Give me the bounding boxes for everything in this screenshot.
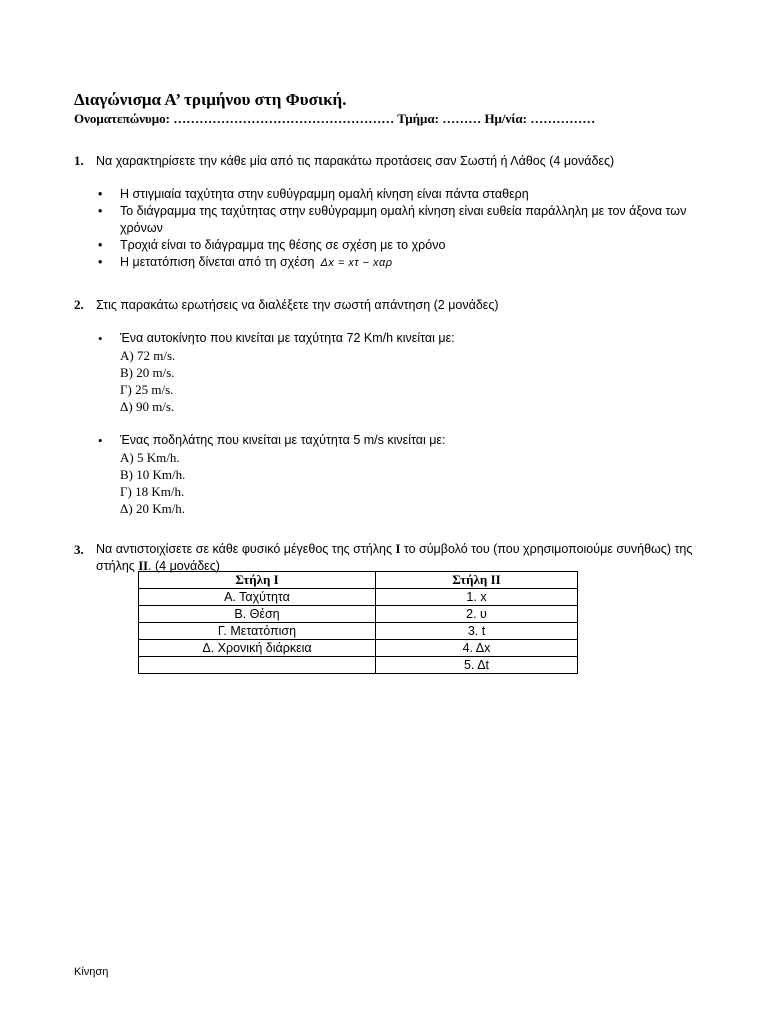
table-cell: 2. υ xyxy=(376,606,578,623)
bullet-icon: • xyxy=(98,204,103,218)
choice-option: Δ) 90 m/s. xyxy=(120,399,175,414)
choice-options xyxy=(120,449,694,517)
column-header: Στήλη ΙΙ xyxy=(376,572,578,589)
choice-option: Δ) 20 Km/h. xyxy=(120,501,186,516)
list-item xyxy=(96,432,694,517)
choice-option: Β) 10 Km/h. xyxy=(120,467,186,482)
choice-option: Α) 72 m/s. xyxy=(120,348,176,363)
table-cell: Δ. Χρονική διάρκεια xyxy=(139,640,376,657)
displacement-formula: Δx = xτ − xαρ xyxy=(320,257,393,269)
choice-options xyxy=(120,347,694,415)
list-item: • Η μετατόπιση δίνεται από τη σχέση Δx = xτ − xαρ xyxy=(98,255,393,269)
spacer xyxy=(96,415,694,432)
table-header-row xyxy=(139,572,578,589)
bullet-icon: • xyxy=(98,238,103,252)
question-number: 2. xyxy=(74,297,84,312)
table-cell: 5. Δt xyxy=(376,657,578,674)
document-title: Διαγώνισμα Α’ τριμήνου στη Φυσική. xyxy=(74,90,347,109)
bullet-icon: • xyxy=(98,187,103,201)
question-text: Να αντιστοιχίσετε σε κάθε φυσικό μέγεθος της στήλης Ι το σύμβολό του (που χρησιμοποιούμε συνήθως) της στήλης ΙΙ. (4 μονάδες) xyxy=(96,542,693,573)
table-cell: 4. Δx xyxy=(376,640,578,657)
choice-option: Γ) 25 m/s. xyxy=(120,382,174,397)
bullet-icon: • xyxy=(98,331,103,346)
question-2 xyxy=(74,296,694,314)
choice-question: Ένας ποδηλάτης που κινείται με ταχύτητα 5 m/s κινείται με: xyxy=(120,433,446,447)
question-number: 1. xyxy=(74,153,84,168)
table-row xyxy=(139,640,578,657)
multiple-choice-list xyxy=(96,330,694,517)
table-cell: Β. Θέση xyxy=(139,606,376,623)
choice-question: Ένα αυτοκίνητο που κινείται με ταχύτητα 72 Km/h κινείται με: xyxy=(120,331,455,345)
list-item: • Η στιγμιαία ταχύτητα στην ευθύγραμμη ομαλή κίνηση είναι πάντα σταθερη xyxy=(98,187,529,201)
bullet-icon: • xyxy=(98,433,103,448)
true-false-list xyxy=(96,186,694,272)
table-row xyxy=(139,623,578,640)
table-cell xyxy=(139,657,376,674)
question-number: 3. xyxy=(74,542,84,557)
page-footer: Κίνηση xyxy=(74,966,109,978)
choice-option: Α) 5 Km/h. xyxy=(120,450,180,465)
document-body xyxy=(74,90,694,575)
table-cell: 1. x xyxy=(376,589,578,606)
question-text: Στις παρακάτω ερωτήσεις να διαλέξετε την σωστή απάντηση (2 μονάδες) xyxy=(96,298,499,312)
list-item xyxy=(96,330,694,415)
table-cell: Γ. Μετατόπιση xyxy=(139,623,376,640)
matching-table xyxy=(138,571,578,674)
student-info-line: Ονοματεπώνυμο: …………………………………………… Τμήμα: ……… Ημ/νία: …………… xyxy=(74,111,596,126)
list-item: • Τροχιά είναι το διάγραμμα της θέσης σε σχέση με το χρόνο xyxy=(98,238,446,252)
choice-option: Γ) 18 Km/h. xyxy=(120,484,185,499)
question-1 xyxy=(74,152,694,170)
bullet-icon: • xyxy=(98,255,103,269)
table-row xyxy=(139,589,578,606)
table-cell: 3. t xyxy=(376,623,578,640)
choice-option: Β) 20 m/s. xyxy=(120,365,175,380)
question-text: Να χαρακτηρίσετε την κάθε μία από τις παρακάτω προτάσεις σαν Σωστή ή Λάθος (4 μονάδες) xyxy=(96,154,615,168)
table-row xyxy=(139,657,578,674)
table-row xyxy=(139,606,578,623)
list-item: • Το διάγραμμα της ταχύτητας στην ευθύγραμμη ομαλή κίνηση είναι ευθεία παράλληλη με τον άξονα των χρόνων xyxy=(98,204,687,235)
question-3 xyxy=(74,541,694,575)
column-header: Στήλη Ι xyxy=(139,572,376,589)
table-cell: Α. Ταχύτητα xyxy=(139,589,376,606)
